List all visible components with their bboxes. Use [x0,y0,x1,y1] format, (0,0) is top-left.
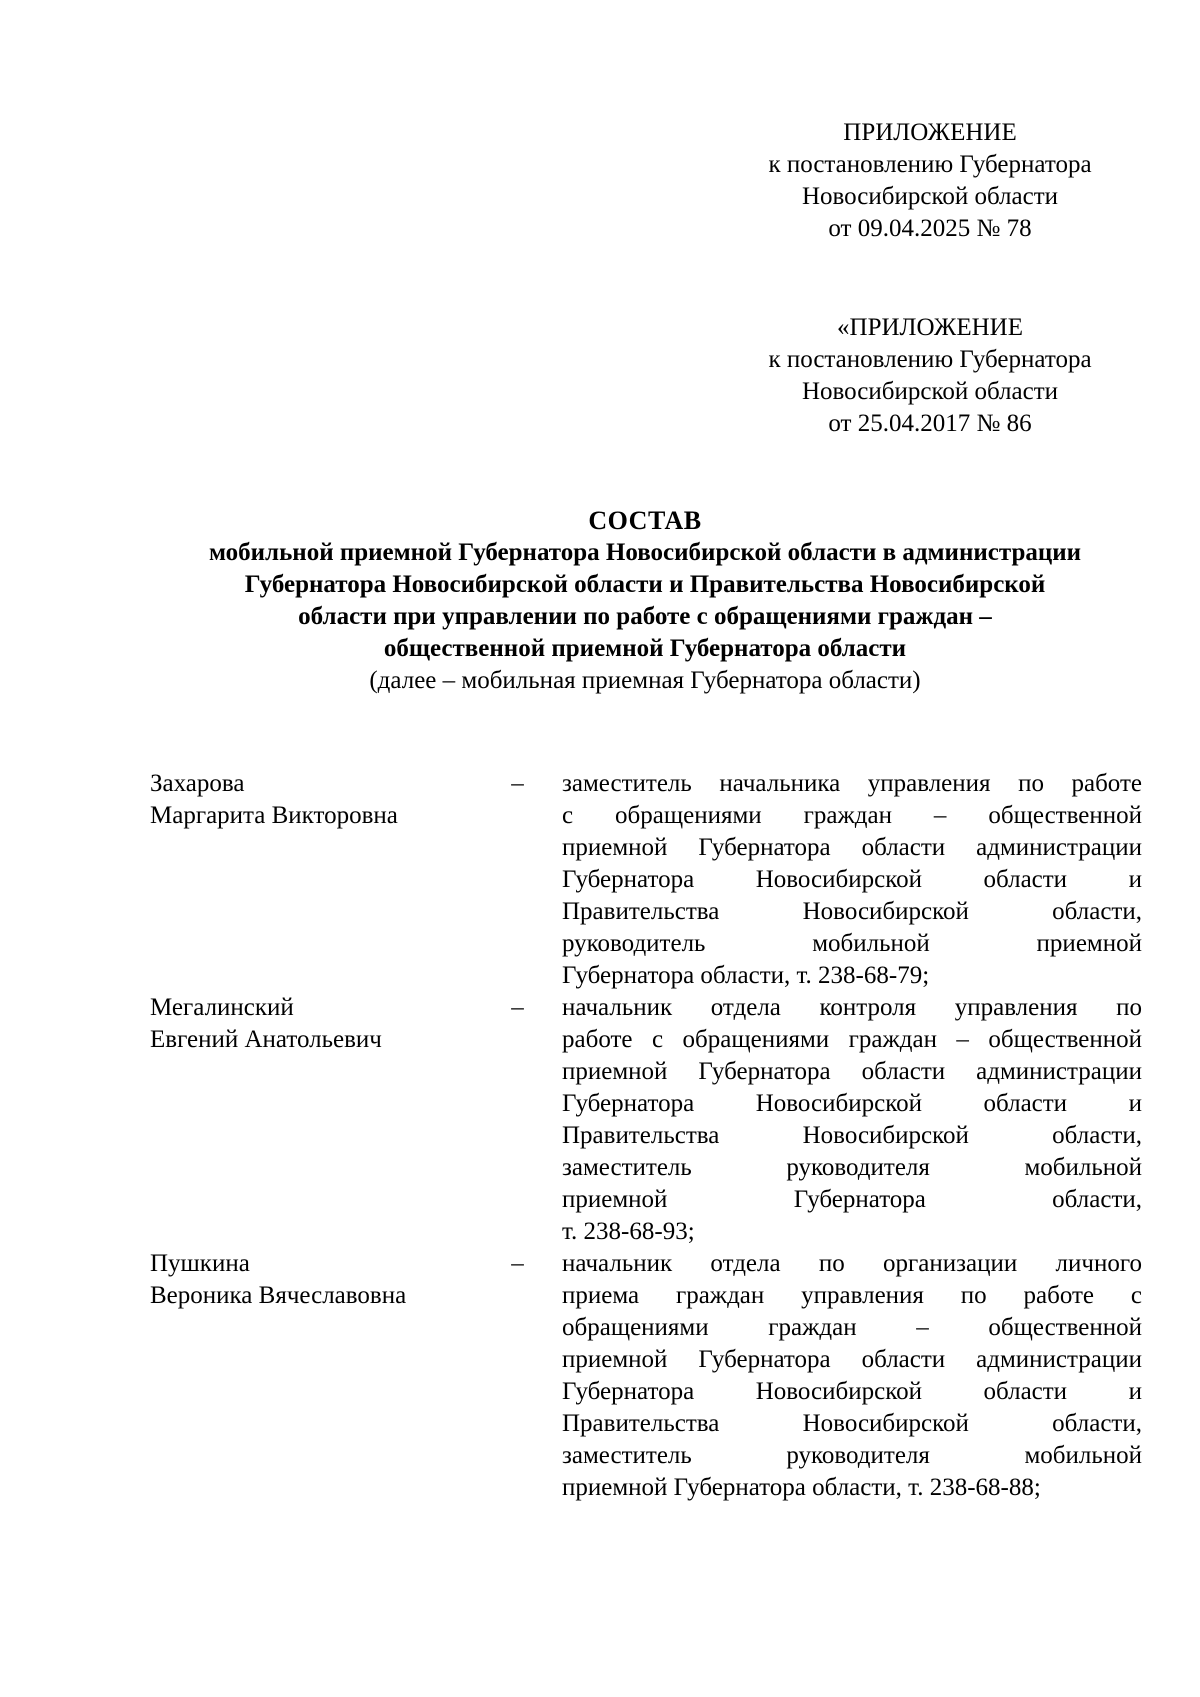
members-list [0,768,1200,1504]
member-dash: – [511,770,524,797]
heading-note: (далее – мобильная приемная Губернатора области) [369,667,921,694]
heading-line: общественной приемной Губернатора области [383,635,907,662]
member-name [150,1248,480,1312]
position-line: приемной Губернатора области, [562,1186,1142,1213]
appendix-decree-ref: к постановлению Губернатора [768,151,1092,178]
member-surname: Пушкина [150,1250,250,1277]
document-title: СОСТАВ [588,506,702,535]
member-entry [0,768,1200,992]
position-line: начальник отдела контроля управления по [562,994,1142,1021]
appendix-date-number: от 25.04.2017 № 86 [828,410,1032,437]
member-position [562,768,1142,992]
member-given-names: Вероника Вячеславовна [150,1282,407,1309]
position-line: Губернатора Новосибирской области и [562,1378,1142,1405]
position-line: приемной Губернатора области, т. 238-68-88; [562,1474,1041,1501]
position-line: приемной Губернатора области администрации [562,834,1142,861]
position-line: работе с обращениями граждан – общественной [562,1026,1142,1053]
position-line: заместитель руководителя мобильной [562,1154,1142,1181]
position-line: руководитель мобильной приемной [562,930,1142,957]
member-given-names: Евгений Анатольевич [150,1026,382,1053]
member-name [150,992,480,1056]
position-line: приемной Губернатора области администрации [562,1346,1142,1373]
member-dash: – [511,994,524,1021]
position-line: Губернатора области, т. 238-68-79; [562,962,930,989]
member-surname: Мегалинский [150,994,294,1021]
member-given-names: Маргарита Викторовна [150,802,398,829]
appendix-decree-ref: к постановлению Губернатора [768,346,1092,373]
position-line: Губернатора Новосибирской области и [562,866,1142,893]
position-line: с обращениями граждан – общественной [562,802,1142,829]
appendix-label: ПРИЛОЖЕНИЕ [843,119,1017,146]
heading-line: области при управлении по работе с обращениями граждан – [298,603,992,630]
position-line: обращениями граждан – общественной [562,1314,1142,1341]
member-dash: – [511,1250,524,1277]
position-line: Правительства Новосибирской области, [562,898,1142,925]
position-line: т. 238-68-93; [562,1218,695,1245]
heading-line: мобильной приемной Губернатора Новосибирской области в администрации [208,539,1082,566]
document-heading [110,505,1180,697]
member-entry [0,1248,1200,1504]
appendix-label: «ПРИЛОЖЕНИЕ [837,314,1023,341]
member-position [562,992,1142,1248]
position-line: приема граждан управления по работе с [562,1282,1142,1309]
position-line: заместитель начальника управления по работе [562,770,1142,797]
position-line: Губернатора Новосибирской области и [562,1090,1142,1117]
appendix-header-current [730,117,1130,245]
member-position [562,1248,1142,1504]
member-name [150,768,480,832]
member-entry [0,992,1200,1248]
position-line: заместитель руководителя мобильной [562,1442,1142,1469]
appendix-date-number: от 09.04.2025 № 78 [828,215,1032,242]
appendix-header-original [730,312,1130,440]
position-line: Правительства Новосибирской области, [562,1122,1142,1149]
position-line: приемной Губернатора области администрации [562,1058,1142,1085]
position-line: начальник отдела по организации личного [562,1250,1142,1277]
heading-line: Губернатора Новосибирской области и Правительства Новосибирской [244,571,1046,598]
appendix-region: Новосибирской области [801,183,1059,210]
position-line: Правительства Новосибирской области, [562,1410,1142,1437]
appendix-region: Новосибирской области [801,378,1059,405]
member-surname: Захарова [150,770,245,797]
